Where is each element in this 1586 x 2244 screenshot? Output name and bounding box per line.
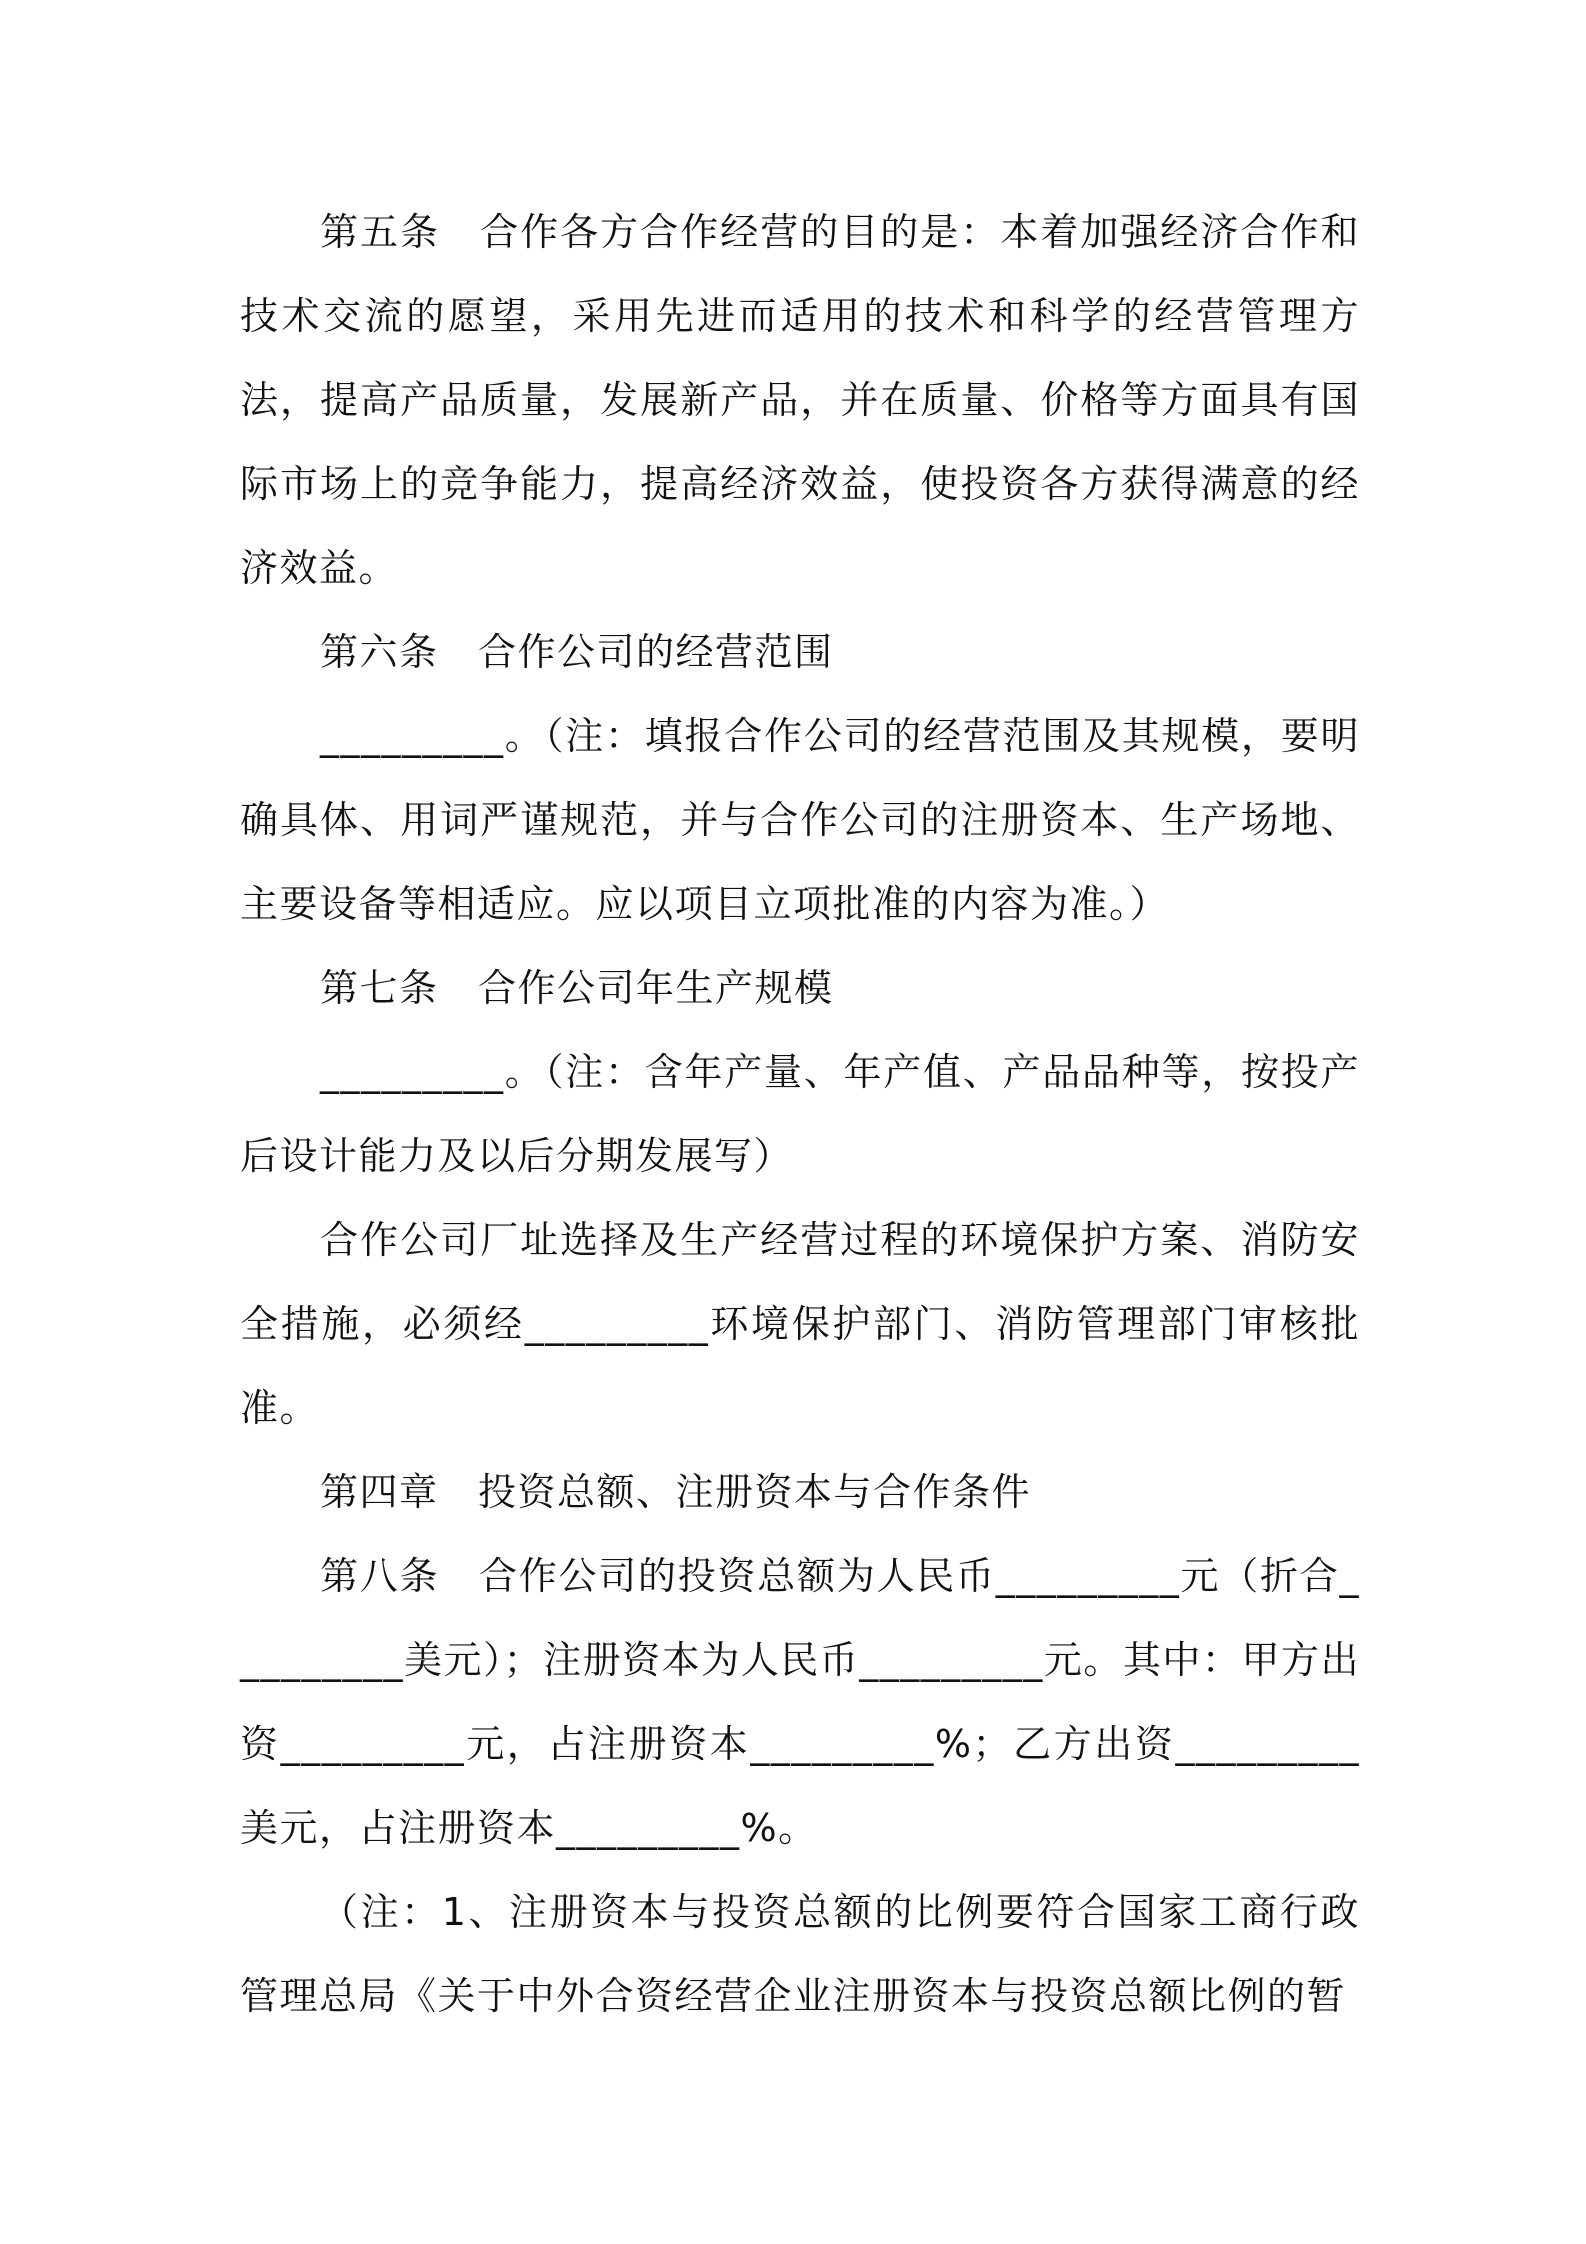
article-6-body: _________。（注：填报合作公司的经营范围及其规模，要明确具体、用词严谨规范，并与合作公司的注册资本、生产场地、主要设备等相适应。应以项目立项批准的内容为准。） [240, 714, 1360, 926]
article-5-paragraph: 第五条 合作各方合作经营的目的是：本着加强经济合作和技术交流的愿望，采用先进而适用的技术和科学的经营管理方法，提高产品质量，发展新产品，并在质量、价格等方面具有国际市场上的竞争能力，提高经济效益，使投资各方获得满意的经济效益。 [240, 210, 1360, 590]
site-environment-paragraph: 合作公司厂址选择及生产经营过程的环境保护方案、消防安全措施，必须经_________环境保护部门、消防管理部门审核批准。 [240, 1218, 1360, 1430]
article-7-heading: 第七条 合作公司年生产规模 [320, 966, 834, 1010]
article-8-paragraph: 第八条 合作公司的投资总额为人民币_________元（折合_________美元）；注册资本为人民币_________元。其中：甲方出资_________元，占注册资本_________%；乙方出资_________美元，占注册资本_________%。 [240, 1554, 1360, 1850]
article-7-body: _________。（注：含年产量、年产值、产品品种等，按投产后设计能力及以后分期发展写） [240, 1050, 1360, 1178]
document-body [240, 190, 1360, 2038]
article-6-heading: 第六条 合作公司的经营范围 [320, 630, 834, 674]
note-paragraph: （注：1、注册资本与投资总额的比例要符合国家工商行政管理总局《关于中外合资经营企业注册资本与投资总额比例的暂 [240, 1890, 1360, 2018]
chapter-4-heading: 第四章 投资总额、注册资本与合作条件 [320, 1470, 1032, 1514]
